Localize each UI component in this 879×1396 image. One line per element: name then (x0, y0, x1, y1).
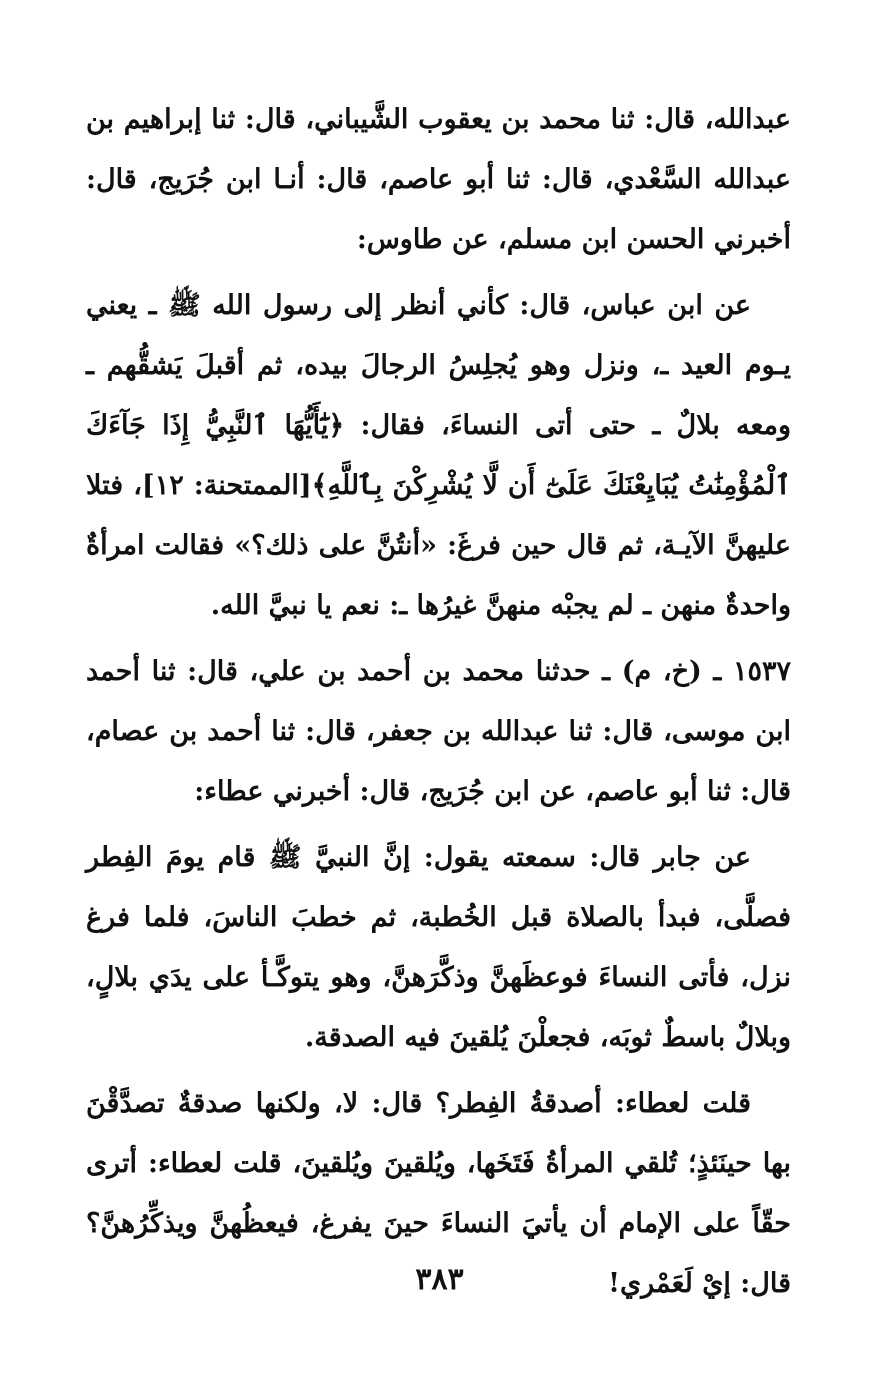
paragraph-ata-question: قلت لعطاء: أصدقةُ الفِطر؟ قال: لا، ولكنها صدقةٌ تصدَّقْنَ بها حينَئذٍ؛ تُلقي المرأةُ فَتَخَها، ويُلقينَ ويُلقينَ، قلت لعطاء: أترى حقّاً على الإمام أن يأتيَ النساءَ حينَ يفرغ، فيعظُهنَّ ويذكِّرُهنَّ؟ قال: إيْ لَعَمْري! (86, 1088, 791, 1299)
paragraph-hadith-jabir: عن جابر قال: سمعته يقول: إنَّ النبيَّ ﷺ قام يومَ الفِطر فصلَّى، فبدأ بالصلاة قبل الخُطبة، ثم خطبَ الناسَ، فلما فرغ نزل، فأتى النساءَ فوعظَهنَّ وذكَّرَهنَّ، وهو يتوكَّـأ على يدَي بلالٍ، وبلالٌ باسطٌ ثوبَه، فجعلْنَ يُلقينَ فيه الصدقة. (86, 842, 791, 1053)
page-body (86, 90, 791, 1314)
paragraph-isnad-1537: ١٥٣٧ ـ (خ، م) ـ حدثنا محمد بن أحمد بن علي، قال: ثنا أحمد ابن موسى، قال: ثنا عبدالله بن جعفر، قال: ثنا أحمد بن عصام، قال: ثنا أبو عاصم، عن ابن جُرَيج، قال: أخبرني عطاء: (86, 656, 791, 807)
paragraph-isnad-1: عبدالله، قال: ثنا محمد بن يعقوب الشَّيباني، قال: ثنا إبراهيم بن عبدالله السَّعْدي، قال: ثنا أبو عاصم، قال: أنـا ابن جُرَيج، قال: أخبرني الحسن ابن مسلم، عن طاوس: (86, 104, 791, 255)
page-number: ٣٨٣ (415, 1262, 464, 1297)
paragraph-hadith-ibn-abbas: عن ابن عباس، قال: كأني أنظر إلى رسول الله ﷺ ـ يعني يـوم العيد ـ، ونزل وهو يُجلِسُ الرجالَ بيده، ثم أقبلَ يَشقُّهم ـ ومعه بلالٌ ـ حتى أتى النساءَ، فقال: ﴿يَٰٓأَيُّهَا ٱلنَّبِيُّ إِذَا جَآءَكَ ٱلْمُؤْمِنَٰتُ يُبَايِعْنَكَ عَلَىٰٓ أَن لَّا يُشْرِكْنَ بِٱللَّهِ﴾[الممتحنة: ١٢]، فتلا عليهنَّ الآيـة، ثم قال حين فرغَ: «أنتُنَّ على ذلك؟» فقالت امرأةٌ واحدةٌ منهن ـ لم يجبْه منهنَّ غيرُها ـ: نعم يا نبيَّ الله. (86, 290, 791, 621)
